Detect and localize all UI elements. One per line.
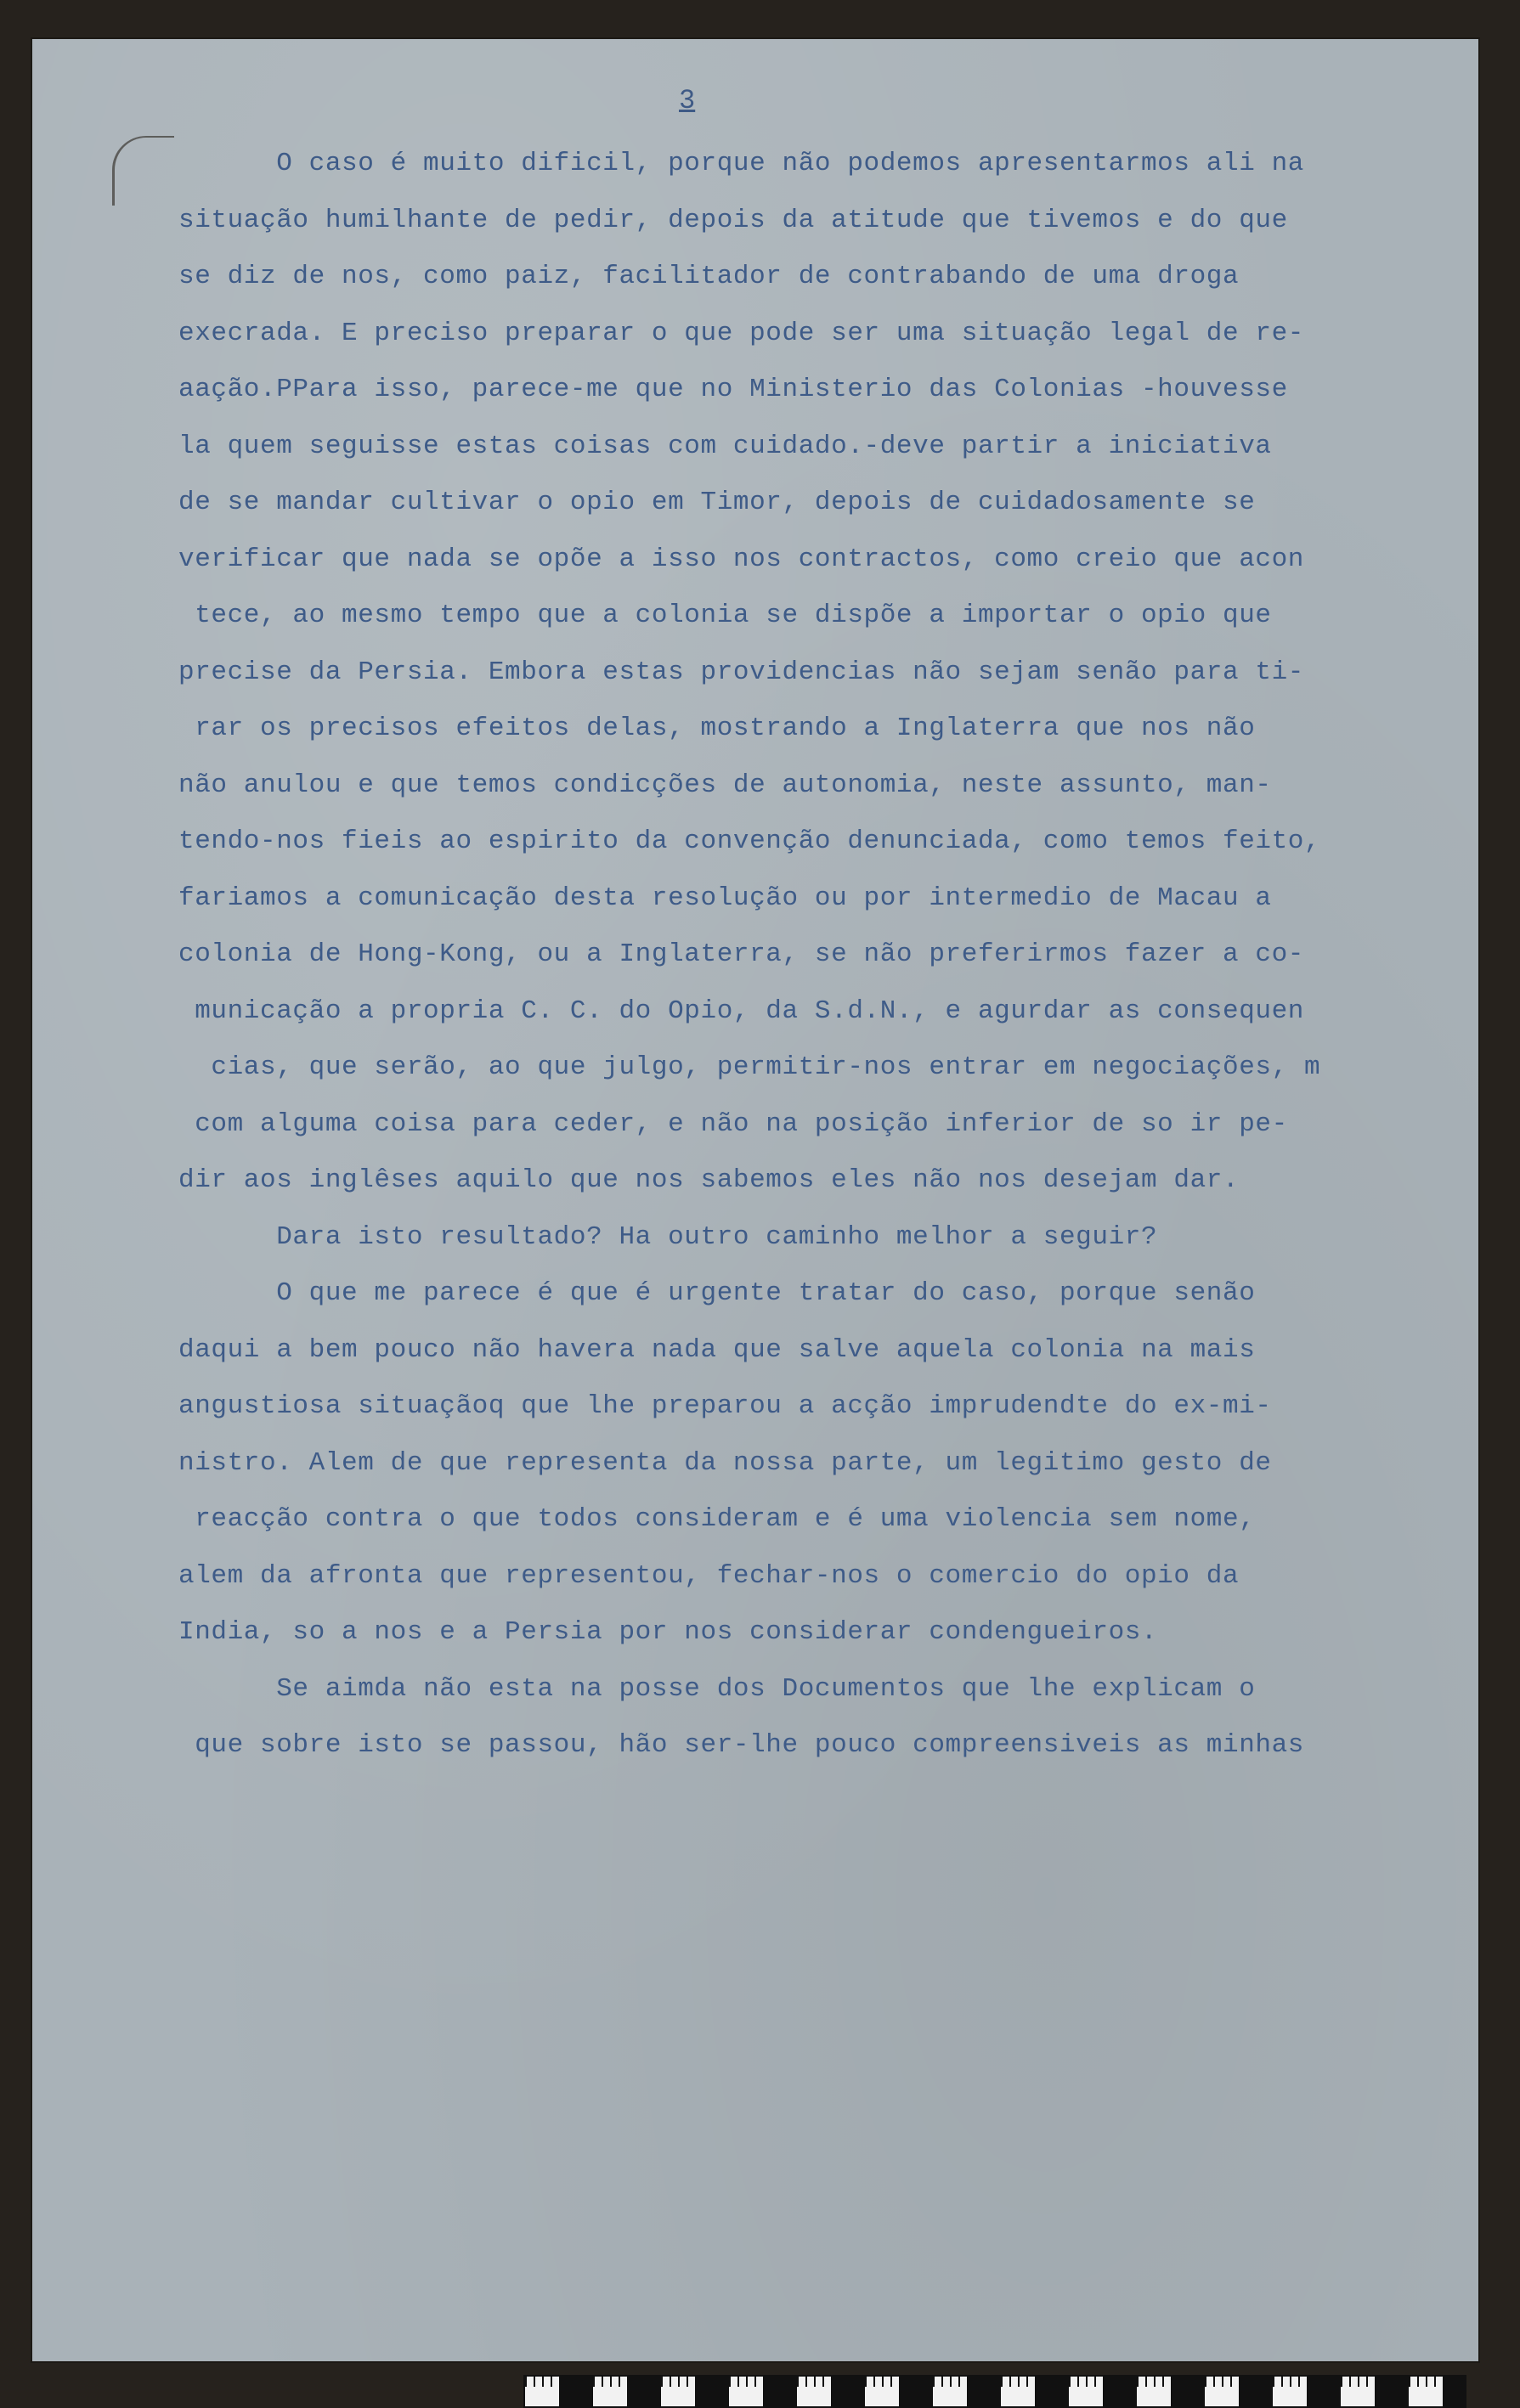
text-line: municação a propria C. C. do Opio, da S.d.N., e agurdar as consequen [178, 995, 1305, 1026]
text-line: Se aimda não esta na posse dos Documentos que lhe explicam o [178, 1673, 1256, 1704]
text-line: de se mandar cultivar o opio em Timor, depois de cuidadosamente se [178, 488, 1256, 517]
text-line: fariamos a comunicação desta resolução ou por intermedio de Macau a [178, 883, 1272, 913]
text-line: dir aos inglêses aquilo que nos sabemos eles não nos desejam dar. [178, 1165, 1240, 1195]
text-line: daqui a bem pouco não havera nada que salve aquela colonia na mais [178, 1334, 1256, 1365]
text-line: execrada. E preciso preparar o que pode ser uma situação legal de re- [178, 318, 1305, 348]
scale-ruler [523, 2375, 1466, 2408]
text-line: situação humilhante de pedir, depois da atitude que tivemos e do que [178, 205, 1288, 235]
text-line: tendo-nos fieis ao espirito da convenção denunciada, como temos feito, [178, 826, 1321, 856]
page-number: 3 [679, 85, 696, 116]
text-line: rar os precisos efeitos delas, mostrando a Inglaterra que nos não [178, 713, 1256, 743]
text-line: cias, que serão, ao que julgo, permitir-nos entrar em negociações, m [178, 1052, 1321, 1082]
text-line: com alguma coisa para ceder, e não na posição inferior de so ir pe- [178, 1108, 1288, 1139]
punch-hole-mark [112, 136, 174, 206]
text-line: precise da Persia. Embora estas providencias não sejam senão para ti- [178, 657, 1305, 687]
page-body-text [178, 136, 1368, 1774]
text-line: se diz de nos, como paiz, facilitador de contrabando de uma droga [178, 262, 1240, 291]
text-line: colonia de Hong-Kong, ou a Inglaterra, se não preferirmos fazer a co- [178, 939, 1305, 969]
text-line: la quem seguisse estas coisas com cuidado.-deve partir a iniciativa [178, 431, 1272, 461]
text-line: alem da afronta que representou, fechar-nos o comercio do opio da [178, 1560, 1240, 1591]
text-line: verificar que nada se opõe a isso nos contractos, como creio que acon [178, 544, 1305, 574]
text-line: reacção contra o que todos consideram e é uma violencia sem nome, [178, 1504, 1256, 1534]
ruler-ticks [525, 2377, 1465, 2387]
text-line: O que me parece é que é urgente tratar do caso, porque senão [178, 1278, 1256, 1308]
text-line: não anulou e que temos condicções de autonomia, neste assunto, man- [178, 770, 1272, 800]
text-line: que sobre isto se passou, hão ser-lhe pouco compreensiveis as minhas [178, 1730, 1305, 1760]
text-line: India, so a nos e a Persia por nos considerar condengueiros. [178, 1617, 1158, 1647]
text-line: aação.PPara isso, parece-me que no Ministerio das Colonias -houvesse [178, 375, 1288, 404]
text-line: O caso é muito dificil, porque não podemos apresentarmos ali na [178, 149, 1305, 178]
text-line: angustiosa situaçãoq que lhe preparou a acção imprudendte do ex-mi- [178, 1391, 1272, 1421]
text-line: Dara isto resultado? Ha outro caminho melhor a seguir? [178, 1221, 1158, 1252]
text-line: tece, ao mesmo tempo que a colonia se dispõe a importar o opio que [178, 601, 1272, 630]
text-line: nistro. Alem de que representa da nossa parte, um legitimo gesto de [178, 1447, 1272, 1478]
